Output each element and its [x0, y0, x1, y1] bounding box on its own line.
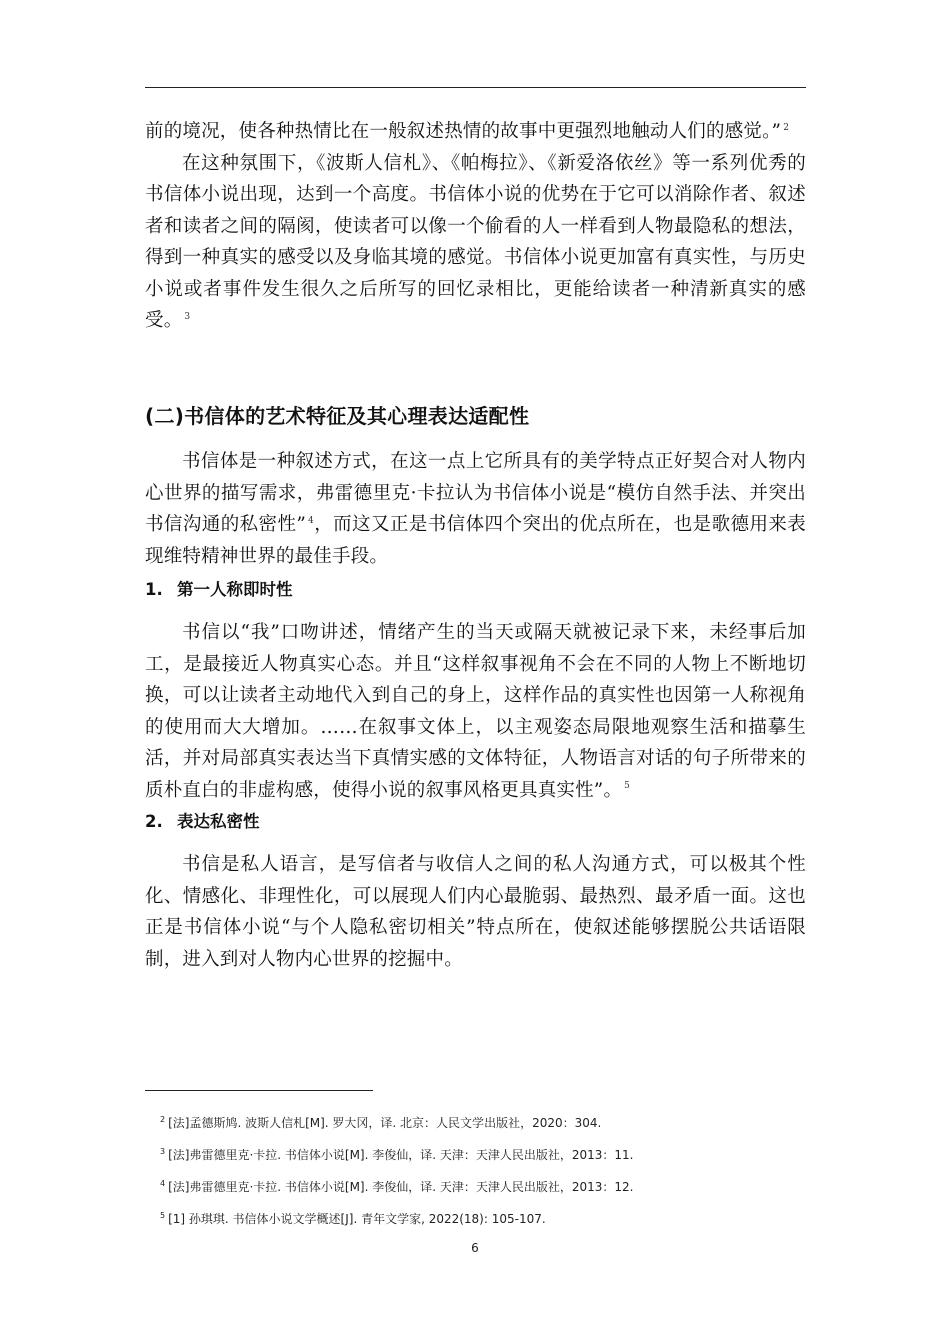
footnote: [160, 1178, 634, 1195]
footnote-text: [1] 孙琪琪. 书信体小说文学概述[J]. 青年文学家, 2022(18): 105-107.: [168, 1212, 546, 1226]
footnote-text: [法]孟德斯鸠. 波斯人信札[M]. 罗大冈，译. 北京：人民文学出版社，2020：304.: [168, 1116, 602, 1130]
footnote-ref[interactable]: 5: [624, 781, 631, 792]
subsection-heading: [145, 576, 293, 600]
body-block-subsection-2: [145, 849, 806, 975]
footnote: [160, 1114, 601, 1131]
paragraph-continuation: 前的境况，使各种热情比在一般叙述热情的故事中更强烈地触动人们的感觉。” $^2$: [145, 121, 790, 142]
footnote: [160, 1210, 546, 1227]
body-block-top: [145, 116, 806, 337]
footnote-text: [法]弗雷德里克·卡拉. 书信体小说[M]. 李俊仙，译. 天津：天津人民出版社，2013：11.: [168, 1148, 634, 1162]
body-block-section-intro: [145, 446, 806, 572]
subsection-title: 表达私密性: [177, 812, 260, 831]
footnote-ref[interactable]: 4: [308, 515, 314, 526]
footnote-ref[interactable]: 2: [783, 122, 790, 133]
subsection-number: 2.: [145, 812, 163, 831]
subsection-heading: [145, 808, 260, 832]
subsection-title: 第一人称即时性: [177, 580, 293, 599]
footnote-mark: 5: [160, 1211, 166, 1220]
body-block-subsection-1: [145, 617, 806, 806]
paragraph: 在这种氛围下，《波斯人信札》、《帕梅拉》、《新爱洛依丝》等一系列优秀的书信体小说出现，达到一个高度。书信体小说的优势在于它可以消除作者、叙述者和读者之间的隔阂，使读者可以像一个偷看的人一样看到人物最隐私的想法，得到一种真实的感受以及身临其境的感觉。书信体小说更加富有真实性，与历史小说或者事件发生很久之后所写的回忆录相比，更能给读者一种清新真实的感受。 $^3$: [145, 152, 806, 331]
paragraph: 书信以“我”口吻讲述，情绪产生的当天或隔天就被记录下来，未经事后加工，是最接近人物真实心态。并且“这样叙事视角不会在不同的人物上不断地切换，可以让读者主动地代入到自己的身上，这样作品的真实性也因第一人称视角的使用而大大增加。……在叙事文体上，以主观姿态局限地观察生活和描摹生活，并对局部真实表达当下真情实感的文体特征，人物语言对话的句子所带来的质朴直白的非虚构感，使得小说的叙事风格更具真实性”。 $^5$: [145, 622, 806, 801]
footnote-mark: 3: [160, 1147, 166, 1156]
header-rule: [145, 87, 806, 88]
section-heading: (二)书信体的艺术特征及其心理表达适配性: [145, 404, 530, 428]
footnote: [160, 1146, 634, 1163]
footnote-rule: [145, 1090, 373, 1091]
footnote-text: [法]弗雷德里克·卡拉. 书信体小说[M]. 李俊仙，译. 天津：天津人民出版社，2013：12.: [168, 1180, 634, 1194]
page-number: 6: [471, 1241, 479, 1255]
paragraph: 书信体是一种叙述方式，在这一点上它所具有的美学特点正好契合对人物内心世界的描写需求，弗雷德里克·卡拉认为书信体小说是“模仿自然手法、并突出书信沟通的私密性” $^4$，而这又正是书信体四个突出的优点所在，也是歌德用来表现维特精神世界的最佳手段。: [145, 451, 806, 567]
paragraph: 书信是私人语言，是写信者与收信人之间的私人沟通方式，可以极其个性化、情感化、非理性化，可以展现人们内心最脆弱、最热烈、最矛盾一面。这也正是书信体小说“与个人隐私密切相关”特点所在，使叙述能够摆脱公共话语限制，进入到对人物内心世界的挖掘中。: [145, 854, 806, 970]
footnote-mark: 4: [160, 1179, 166, 1188]
footnote-ref[interactable]: 3: [184, 311, 191, 322]
footnote-mark: 2: [160, 1115, 166, 1124]
subsection-number: 1.: [145, 580, 163, 599]
